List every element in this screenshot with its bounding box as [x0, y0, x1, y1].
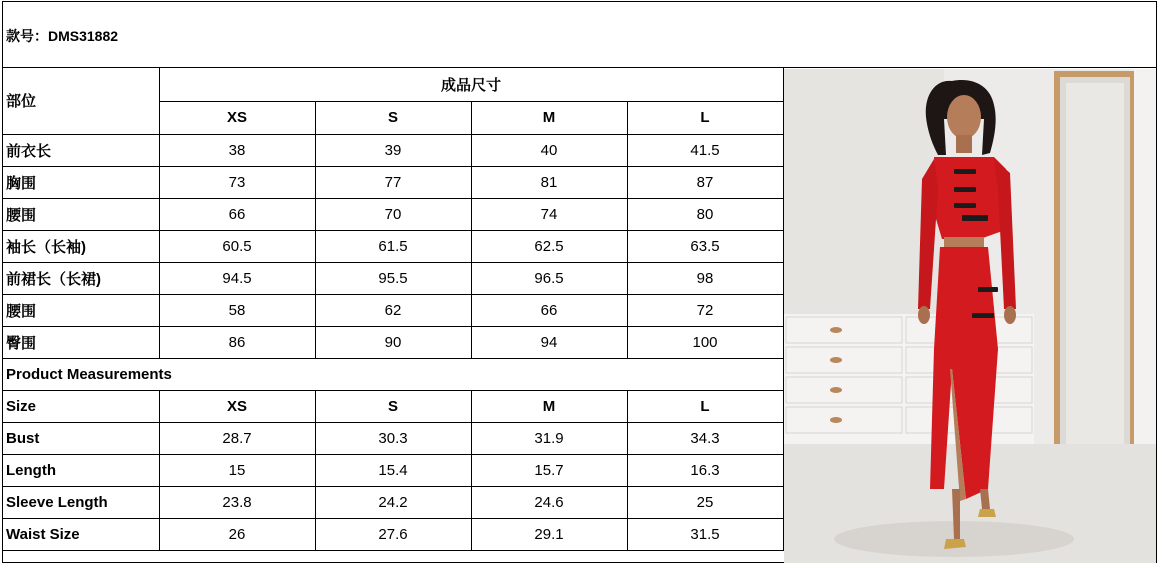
row-label: 前裙长（长裙) [3, 262, 159, 294]
measurement-cell: 66 [159, 198, 315, 230]
size-header-cell: XS [159, 390, 315, 422]
size-header-cell: M [471, 101, 627, 134]
row-label: 前衣长 [3, 134, 159, 166]
row-label: 腰围 [3, 198, 159, 230]
size-table [3, 68, 784, 551]
style-number [6, 26, 118, 46]
style-number-value: DMS31882 [48, 28, 119, 44]
style-number-label: 款号： [6, 28, 48, 44]
measurement-cell: 15 [159, 454, 315, 486]
measurement-cell: 81 [471, 166, 627, 198]
measurement-cell: 31.9 [471, 422, 627, 454]
size-header-cell: M [471, 390, 627, 422]
row-label: 袖长（长袖) [3, 230, 159, 262]
table-row [3, 518, 783, 550]
measurement-cell: 95.5 [315, 262, 471, 294]
part-header: 部位 [3, 68, 159, 134]
measurement-cell: 24.6 [471, 486, 627, 518]
style-number-header [3, 2, 1156, 68]
table-row [3, 198, 783, 230]
measurement-cell: 24.2 [315, 486, 471, 518]
measurement-cell: 96.5 [471, 262, 627, 294]
measurement-cell: 77 [315, 166, 471, 198]
measurement-cell: 34.3 [627, 422, 783, 454]
row-label: 臀围 [3, 326, 159, 358]
measurement-cell: 74 [471, 198, 627, 230]
measurement-cell: 26 [159, 518, 315, 550]
table-row [3, 230, 783, 262]
size-header-cell: XS [159, 101, 315, 134]
row-label: 腰围 [3, 294, 159, 326]
measurement-cell: 30.3 [315, 422, 471, 454]
table-row [3, 262, 783, 294]
model-illustration [784, 69, 1156, 563]
measurement-cell: 29.1 [471, 518, 627, 550]
measurement-cell: 15.7 [471, 454, 627, 486]
measurement-cell: 62.5 [471, 230, 627, 262]
measurement-cell: 70 [315, 198, 471, 230]
measurement-cell: 98 [627, 262, 783, 294]
measurement-cell: 61.5 [315, 230, 471, 262]
measurement-cell: 63.5 [627, 230, 783, 262]
measurement-cell: 28.7 [159, 422, 315, 454]
table-row [3, 294, 783, 326]
measurement-cell: 94.5 [159, 262, 315, 294]
finished-size-header: 成品尺寸 [159, 68, 783, 101]
measurement-cell: 40 [471, 134, 627, 166]
measurement-cell: 15.4 [315, 454, 471, 486]
table-row [3, 422, 783, 454]
row-label: 胸围 [3, 166, 159, 198]
measurement-cell: 23.8 [159, 486, 315, 518]
table-row [3, 454, 783, 486]
measurement-cell: 72 [627, 294, 783, 326]
row-label: Sleeve Length [3, 486, 159, 518]
product-photo [784, 69, 1156, 563]
measurement-cell: 87 [627, 166, 783, 198]
measurement-cell: 86 [159, 326, 315, 358]
size-header-cell: S [315, 101, 471, 134]
row-label: Bust [3, 422, 159, 454]
row-label: Waist Size [3, 518, 159, 550]
table-row [3, 134, 783, 166]
measurement-cell: 80 [627, 198, 783, 230]
measurement-cell: 66 [471, 294, 627, 326]
table-row [3, 166, 783, 198]
measurement-cell: 58 [159, 294, 315, 326]
measurement-cell: 60.5 [159, 230, 315, 262]
measurement-cell: 27.6 [315, 518, 471, 550]
measurement-cell: 41.5 [627, 134, 783, 166]
measurement-cell: 100 [627, 326, 783, 358]
table-row [3, 486, 783, 518]
size-header-cell: L [627, 101, 783, 134]
size-header-cell: L [627, 390, 783, 422]
measurement-cell: 94 [471, 326, 627, 358]
size-label: Size [3, 390, 159, 422]
measurement-cell: 90 [315, 326, 471, 358]
size-header-cell: S [315, 390, 471, 422]
measurement-cell: 31.5 [627, 518, 783, 550]
table-row [3, 390, 783, 422]
measurement-cell: 25 [627, 486, 783, 518]
product-measurements-title: Product Measurements [3, 358, 783, 390]
size-chart-sheet [2, 1, 1157, 563]
measurement-cell: 16.3 [627, 454, 783, 486]
row-label: Length [3, 454, 159, 486]
measurement-cell: 62 [315, 294, 471, 326]
measurement-cell: 39 [315, 134, 471, 166]
measurement-cell: 38 [159, 134, 315, 166]
table-row [3, 326, 783, 358]
measurement-cell: 73 [159, 166, 315, 198]
